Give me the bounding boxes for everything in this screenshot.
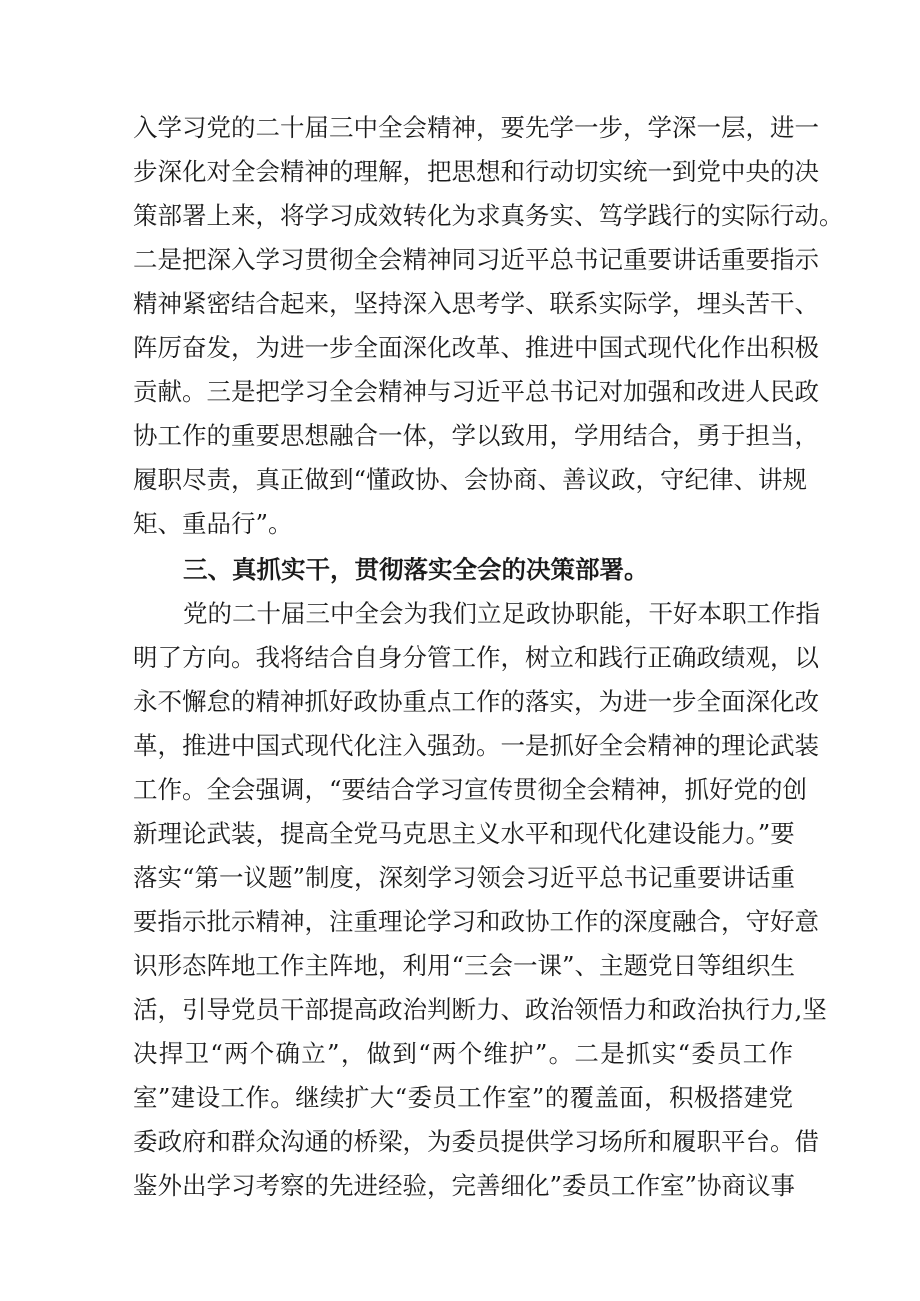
paragraph-line: 工作。全会强调，“要结合学习宣传贯彻全会精神，抓好党的创 [133,775,808,804]
paragraph-line: 阵厉奋发，为进一步全面深化改革、推进中国式现代化作出积极 [133,333,819,362]
paragraph-line: 步深化对全会精神的理解，把思想和行动切实统一到党中央的决 [133,157,819,186]
paragraph-line: 矩、重品行”。 [133,509,293,538]
paragraph-line: 革，推进中国式现代化注入强劲。一是抓好全会精神的理论武装 [133,731,819,760]
paragraph-line: 委政府和群众沟通的桥梁，为委员提供学习场所和履职平台。借 [133,1127,819,1156]
paragraph-line: 永不懈怠的精神抓好政协重点工作的落实，为进一步全面深化改 [133,687,819,716]
paragraph-line: 识形态阵地工作主阵地，利用“三会一课”、主题党日等组织生 [133,951,796,980]
paragraph-line: 鉴外出学习考察的先进经验，完善细化”委员工作室”协商议事 [133,1171,796,1200]
paragraph-line: 策部署上来，将学习成效转化为求真务实、笃学践行的实际行动。 [133,201,844,230]
paragraph-line: 明了方向。我将结合自身分管工作，树立和践行正确政绩观，以 [133,643,819,672]
section-heading: 三、真抓实干，贯彻落实全会的决策部署。 [183,555,649,584]
paragraph-line: 二是把深入学习贯彻全会精神同习近平总书记重要讲话重要指示 [133,245,819,274]
paragraph-line: 精神紧密结合起来，坚持深入思考学、联系实际学，埋头苦干、 [133,289,819,318]
paragraph-line: 决捍卫“两个确立”，做到“两个维护”。二是抓实“委员工作 [133,1039,793,1068]
paragraph-line: 履职尽责，真正做到“懂政协、会协商、善议政，守纪律、讲规 [133,465,808,494]
paragraph-line: 协工作的重要思想融合一体，学以致用，学用结合，勇于担当， [133,421,819,450]
paragraph-line: 入学习党的二十届三中全会精神，要先学一步，学深一层，进一 [133,113,819,142]
paragraph-line: 落实“第一议题”制度，深刻学习领会习近平总书记重要讲话重 [133,863,796,892]
paragraph-line: 活，引导党员干部提高政治判断力、政治领悟力和政治执行力,坚 [133,995,827,1024]
paragraph-line: 党的二十届三中全会为我们立足政协职能，干好本职工作指 [183,599,820,628]
paragraph-line: 要指示批示精神，注重理论学习和政协工作的深度融合，守好意 [133,907,819,936]
paragraph-line: 新理论武装，提高全党马克思主义水平和现代化建设能力。”要 [133,819,795,848]
paragraph-line: 室”建设工作。继续扩大“委员工作室”的覆盖面，积极搭建党 [133,1083,793,1112]
paragraph-line: 贡献。三是把学习全会精神与习近平总书记对加强和改进人民政 [133,377,819,406]
